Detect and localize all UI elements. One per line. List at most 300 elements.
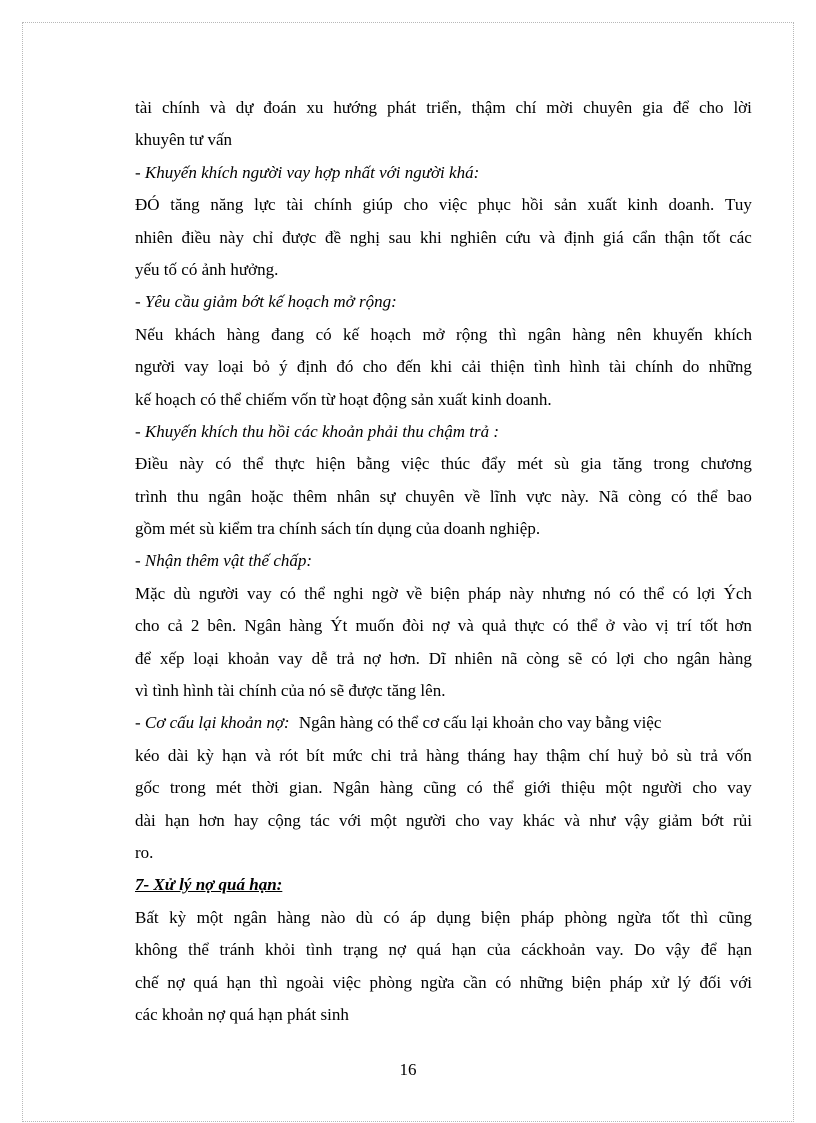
word: có bbox=[672, 583, 689, 603]
word: quả bbox=[481, 616, 507, 636]
word: nhiên bbox=[135, 227, 173, 247]
word: thậm bbox=[471, 98, 506, 117]
word: để bbox=[672, 98, 689, 117]
word: còng bbox=[628, 486, 662, 506]
word: hàng bbox=[426, 745, 460, 765]
word: vay bbox=[184, 357, 209, 377]
word: ý bbox=[279, 357, 288, 377]
word: gian. bbox=[289, 778, 323, 798]
word: áp bbox=[410, 907, 427, 927]
word: có bbox=[671, 486, 688, 506]
word: định bbox=[296, 357, 328, 377]
word: có bbox=[466, 778, 483, 798]
body-line bbox=[135, 643, 752, 675]
word: lực bbox=[254, 195, 276, 215]
word: ngân bbox=[527, 324, 561, 344]
word: bên. bbox=[207, 616, 237, 636]
word: cho bbox=[643, 648, 668, 668]
word: hơn. bbox=[389, 648, 420, 668]
word: để bbox=[700, 940, 717, 960]
word: trả bbox=[700, 745, 718, 765]
word: phòng bbox=[369, 972, 413, 992]
word: đẩy bbox=[481, 454, 506, 474]
word: bao bbox=[727, 486, 752, 506]
word: trả bbox=[336, 648, 355, 668]
word: thiện bbox=[490, 357, 525, 377]
word: cẩn bbox=[632, 227, 656, 247]
word: dài bbox=[167, 745, 189, 765]
word: giúp bbox=[362, 195, 393, 215]
word: giảm bbox=[658, 810, 693, 830]
word: người bbox=[406, 810, 446, 830]
word: thể bbox=[696, 486, 718, 506]
word: và bbox=[457, 616, 474, 636]
word: này bbox=[509, 583, 534, 603]
body-line bbox=[135, 772, 752, 804]
word: Bất bbox=[135, 907, 159, 927]
word: nhân bbox=[336, 486, 370, 506]
body-line bbox=[135, 934, 752, 966]
body-line: các khoản nợ quá hạn phát sinh bbox=[135, 1004, 349, 1024]
word: thể bbox=[576, 616, 598, 636]
word: thực bbox=[274, 454, 305, 474]
word: của bbox=[486, 940, 511, 960]
word: thể bbox=[304, 583, 326, 603]
word: cho bbox=[362, 357, 388, 377]
word: và bbox=[563, 810, 581, 830]
word: mức bbox=[332, 745, 363, 765]
word: bỏ bbox=[651, 745, 669, 765]
word: thì bbox=[498, 324, 517, 344]
word: Điều bbox=[135, 454, 169, 474]
word: người bbox=[135, 357, 175, 377]
word: cả bbox=[167, 616, 183, 636]
word: nên bbox=[616, 324, 642, 344]
word: việc bbox=[332, 972, 361, 992]
word: dụng bbox=[436, 907, 471, 927]
subheading-line: - Khuyến khích thu hồi các khoản phải thu chậm trả : bbox=[135, 421, 500, 441]
word: và bbox=[539, 227, 556, 247]
body-line: khuyên tư vấn bbox=[135, 130, 233, 150]
word: việc bbox=[438, 195, 468, 215]
word: khuyến bbox=[652, 324, 703, 344]
word: phòng bbox=[564, 907, 607, 927]
word: hình bbox=[569, 357, 600, 377]
word: để bbox=[135, 648, 152, 668]
word: rót bbox=[279, 745, 299, 765]
word: chuyên bbox=[583, 98, 633, 117]
body-line bbox=[135, 578, 752, 610]
word: chính bbox=[314, 195, 352, 215]
word: bằng bbox=[356, 454, 390, 474]
word: bít bbox=[306, 745, 325, 765]
word: cho bbox=[403, 195, 429, 215]
word: phục bbox=[477, 195, 511, 215]
word: đối bbox=[699, 972, 722, 992]
word: tốt bbox=[699, 616, 718, 636]
word: một bbox=[605, 778, 632, 798]
word: Dĩ bbox=[428, 648, 446, 668]
word: phát bbox=[386, 98, 417, 117]
word: do bbox=[682, 357, 700, 377]
subheading-line: - Nhận thêm vật thế chấp: bbox=[135, 551, 313, 571]
word: hạn bbox=[226, 972, 252, 992]
word: Do bbox=[634, 940, 656, 960]
word: khác bbox=[522, 810, 555, 830]
word: sự bbox=[379, 486, 396, 506]
body-line: yếu tố có ảnh hưởng. bbox=[135, 259, 279, 279]
body-line bbox=[135, 740, 752, 772]
word: Ngân bbox=[244, 616, 282, 636]
word: lĩnh bbox=[489, 486, 517, 506]
word: hàng bbox=[379, 778, 413, 798]
word: Nã bbox=[598, 486, 619, 506]
word: này. bbox=[561, 486, 589, 506]
word: định bbox=[563, 227, 595, 247]
word: trình bbox=[135, 486, 168, 506]
word: ngờ bbox=[371, 583, 398, 603]
word: có bbox=[383, 907, 400, 927]
word: loại bbox=[218, 357, 244, 377]
body-line: gồm mét sù kiểm tra chính sách tín dụng của doanh nghiệp. bbox=[135, 519, 541, 539]
word: bỏ bbox=[252, 357, 270, 377]
word: rủi bbox=[733, 810, 752, 830]
word: chính bbox=[161, 98, 200, 117]
word: tháng bbox=[467, 745, 506, 765]
word: hoạch bbox=[370, 324, 412, 344]
word: biện bbox=[430, 583, 460, 603]
word: hoặc bbox=[251, 486, 284, 506]
word: chương bbox=[700, 454, 752, 474]
body-line bbox=[135, 805, 752, 837]
word: rộng bbox=[456, 324, 488, 344]
subheading-line: - Khuyến khích người vay hợp nhất với người khá: bbox=[135, 162, 480, 182]
word: mét bbox=[517, 454, 543, 474]
word: vay. bbox=[595, 940, 624, 960]
word: giới bbox=[523, 778, 551, 798]
section-heading: 7- Xử lý nợ quá hạn: bbox=[135, 875, 283, 895]
word: khi bbox=[430, 357, 453, 377]
word: cho bbox=[455, 810, 480, 830]
word: chí bbox=[515, 98, 537, 117]
word: pháp bbox=[468, 583, 502, 603]
word: thúc bbox=[440, 454, 471, 474]
word: hơn bbox=[198, 810, 225, 830]
word: những bbox=[708, 357, 752, 377]
word: vốn bbox=[726, 745, 752, 765]
word: ngân bbox=[676, 648, 710, 668]
word: đòi bbox=[402, 616, 425, 636]
word: kỳ bbox=[169, 907, 187, 927]
word: cũng bbox=[423, 778, 457, 798]
word: thể bbox=[643, 583, 665, 603]
word: tác bbox=[309, 810, 330, 830]
word: Ýt bbox=[330, 616, 348, 636]
word: thậm bbox=[546, 745, 581, 765]
word: vậy bbox=[624, 810, 650, 830]
word: ngừa bbox=[617, 907, 652, 927]
word: huỷ bbox=[617, 745, 644, 765]
word: hơn bbox=[725, 616, 752, 636]
word: có bbox=[591, 648, 608, 668]
word: tình bbox=[533, 357, 561, 377]
body-line bbox=[135, 92, 752, 124]
word: tốt bbox=[702, 227, 721, 247]
word: 2 bbox=[190, 616, 200, 636]
word: vào bbox=[622, 616, 648, 636]
word: sẽ bbox=[568, 648, 583, 668]
word: đề bbox=[325, 227, 342, 247]
word: lợi bbox=[696, 583, 716, 603]
word: ngoài bbox=[286, 972, 324, 992]
word: trả bbox=[399, 745, 418, 765]
word: có bbox=[495, 972, 512, 992]
word: và bbox=[254, 745, 271, 765]
word: hạn bbox=[451, 940, 477, 960]
word: thì bbox=[690, 907, 709, 927]
word: trong bbox=[169, 778, 206, 798]
body-line bbox=[135, 902, 752, 934]
word: tốt bbox=[661, 907, 680, 927]
body-line bbox=[135, 351, 752, 383]
word: vay bbox=[278, 648, 303, 668]
mixed-line bbox=[135, 707, 752, 739]
word: ĐÓ bbox=[135, 195, 160, 215]
word: nợ bbox=[167, 972, 185, 992]
word: một bbox=[370, 810, 397, 830]
body-line: ro. bbox=[135, 842, 154, 862]
word: bớt bbox=[701, 810, 724, 830]
word: vị bbox=[655, 616, 669, 636]
word: mét bbox=[216, 778, 242, 798]
word: đó bbox=[336, 357, 354, 377]
word: pháp bbox=[609, 972, 643, 992]
body-line bbox=[135, 481, 752, 513]
word: thực bbox=[514, 616, 545, 636]
word: xử bbox=[651, 972, 669, 992]
word: nó bbox=[593, 583, 611, 603]
word: giá bbox=[602, 227, 624, 247]
word: chỉ bbox=[252, 227, 274, 247]
word: Mặc bbox=[135, 583, 166, 603]
word: này bbox=[179, 454, 204, 474]
word: chi bbox=[370, 745, 392, 765]
word: như bbox=[589, 810, 616, 830]
word: nghi bbox=[333, 583, 364, 603]
word: cho bbox=[698, 98, 724, 117]
word: hàng bbox=[572, 324, 606, 344]
word: trí bbox=[676, 616, 692, 636]
word: nghiên bbox=[450, 227, 497, 247]
word: nợ bbox=[363, 648, 381, 668]
word: biện bbox=[571, 972, 601, 992]
word: còng bbox=[526, 648, 560, 668]
word: muốn bbox=[355, 616, 395, 636]
word: kéo bbox=[135, 745, 160, 765]
inline-text: Ngân hàng có thể cơ cấu lại khoản cho vay bằng việc bbox=[298, 713, 662, 733]
word: doanh. bbox=[668, 195, 715, 215]
word: hạn bbox=[164, 810, 190, 830]
word: lợi bbox=[616, 648, 635, 668]
word: khách bbox=[174, 324, 216, 344]
word: hàng bbox=[226, 324, 260, 344]
word: thể bbox=[242, 454, 264, 474]
word: sau bbox=[388, 227, 412, 247]
word: về bbox=[406, 583, 423, 603]
word: dù bbox=[173, 583, 191, 603]
word: ở bbox=[605, 616, 615, 636]
word: hàng bbox=[277, 907, 311, 927]
body-line bbox=[135, 967, 752, 999]
word: gia bbox=[642, 98, 663, 117]
word: này bbox=[219, 227, 244, 247]
word: nhiên bbox=[454, 648, 493, 668]
word: kỳ bbox=[196, 745, 214, 765]
word: ngân bbox=[233, 907, 267, 927]
word: dễ bbox=[311, 648, 328, 668]
word: vay bbox=[488, 810, 514, 830]
word: thiệu bbox=[561, 778, 596, 798]
word: chế bbox=[135, 972, 159, 992]
word: nhưng bbox=[542, 583, 586, 603]
word: pháp bbox=[520, 907, 554, 927]
page-number: 16 bbox=[399, 1060, 417, 1079]
word: người bbox=[198, 583, 239, 603]
body-line: vì tình hình tài chính của nó sẽ được tăng lên. bbox=[135, 681, 446, 701]
word: ngừa bbox=[420, 972, 455, 992]
word: cần bbox=[463, 972, 487, 992]
word: chuyên bbox=[405, 486, 455, 506]
word: tăng bbox=[170, 195, 200, 215]
word: khích bbox=[714, 324, 752, 344]
word: hay bbox=[233, 810, 259, 830]
word: một bbox=[196, 907, 224, 927]
word: quá bbox=[416, 940, 442, 960]
word: hồi bbox=[521, 195, 544, 215]
subheading-line: - Yêu cầu giảm bớt kế hoạch mở rộng: bbox=[135, 292, 397, 312]
word: có bbox=[315, 324, 332, 344]
word: xu bbox=[306, 98, 324, 117]
word: gia bbox=[580, 454, 602, 474]
word: vay bbox=[247, 583, 272, 603]
inline-subheading: - Cơ cấu lại khoản nợ: bbox=[135, 713, 290, 733]
word: dù bbox=[355, 907, 373, 927]
word: tránh bbox=[219, 940, 255, 960]
word: loại bbox=[193, 648, 219, 668]
word: nào bbox=[320, 907, 346, 927]
word: cho bbox=[135, 616, 160, 636]
word: tài bbox=[609, 357, 626, 377]
word: tài bbox=[135, 98, 152, 117]
word: dài bbox=[135, 810, 156, 830]
word: tài bbox=[286, 195, 304, 215]
word: nợ bbox=[432, 616, 450, 636]
word: xếp bbox=[159, 648, 185, 668]
word: trong bbox=[653, 454, 690, 474]
word: thì bbox=[259, 972, 278, 992]
word: triển, bbox=[426, 98, 462, 117]
word: hạn bbox=[727, 940, 752, 960]
word: cộng bbox=[267, 810, 301, 830]
word: dự bbox=[235, 98, 254, 117]
word: khoản bbox=[227, 648, 270, 668]
word: hướng bbox=[333, 98, 378, 117]
word: quá bbox=[193, 972, 218, 992]
body-line bbox=[135, 222, 752, 254]
word: xuất bbox=[587, 195, 617, 215]
word: thể bbox=[492, 778, 514, 798]
word: hàng bbox=[718, 648, 752, 668]
word: nợ bbox=[388, 940, 406, 960]
word: lý bbox=[677, 972, 691, 992]
word: năng bbox=[210, 195, 244, 215]
word: về bbox=[464, 486, 481, 506]
word: chính bbox=[635, 357, 674, 377]
word: tình bbox=[305, 940, 333, 960]
word: với bbox=[338, 810, 362, 830]
word: vậy bbox=[665, 940, 691, 960]
word: khi bbox=[419, 227, 442, 247]
word: nã bbox=[501, 648, 518, 668]
word: việc bbox=[401, 454, 430, 474]
word: thận bbox=[664, 227, 694, 247]
word: đoán bbox=[263, 98, 297, 117]
word: thêm bbox=[293, 486, 328, 506]
body-line bbox=[135, 610, 752, 642]
word: đến bbox=[396, 357, 422, 377]
word: thể bbox=[188, 940, 209, 960]
word: có bbox=[619, 583, 636, 603]
word: cải bbox=[461, 357, 482, 377]
word: gốc bbox=[135, 778, 160, 798]
word: kinh bbox=[627, 195, 658, 215]
word: đang bbox=[271, 324, 305, 344]
word: thu bbox=[176, 486, 199, 506]
word: Nếu bbox=[135, 324, 164, 344]
word: có bbox=[279, 583, 296, 603]
word: lời bbox=[733, 98, 752, 117]
word: tăng bbox=[612, 454, 643, 474]
word: sù bbox=[554, 454, 570, 474]
word: vay bbox=[727, 778, 752, 798]
word: cứu bbox=[505, 227, 531, 247]
word: có bbox=[215, 454, 232, 474]
word: mời bbox=[546, 98, 574, 117]
word: với bbox=[729, 972, 752, 992]
word: hạn bbox=[222, 745, 247, 765]
body-line: kế hoạch có thể chiếm vốn từ hoạt động sản xuất kinh doanh. bbox=[135, 389, 552, 409]
word: chí bbox=[588, 745, 610, 765]
word: những bbox=[519, 972, 564, 992]
word: được bbox=[282, 227, 317, 247]
word: kế bbox=[343, 324, 360, 344]
word: Ých bbox=[723, 583, 752, 603]
word: khỏi bbox=[265, 940, 296, 960]
word: điều bbox=[181, 227, 211, 247]
word: ngân bbox=[208, 486, 242, 506]
word: hàng bbox=[289, 616, 323, 636]
word: sù bbox=[676, 745, 692, 765]
word: trạng bbox=[342, 940, 378, 960]
word: cũng bbox=[718, 907, 752, 927]
word: người bbox=[642, 778, 683, 798]
word: biện bbox=[481, 907, 511, 927]
word: và bbox=[209, 98, 226, 117]
word: Ngân bbox=[332, 778, 370, 798]
word: hiện bbox=[316, 454, 346, 474]
word: không bbox=[135, 940, 178, 960]
word: có bbox=[552, 616, 569, 636]
